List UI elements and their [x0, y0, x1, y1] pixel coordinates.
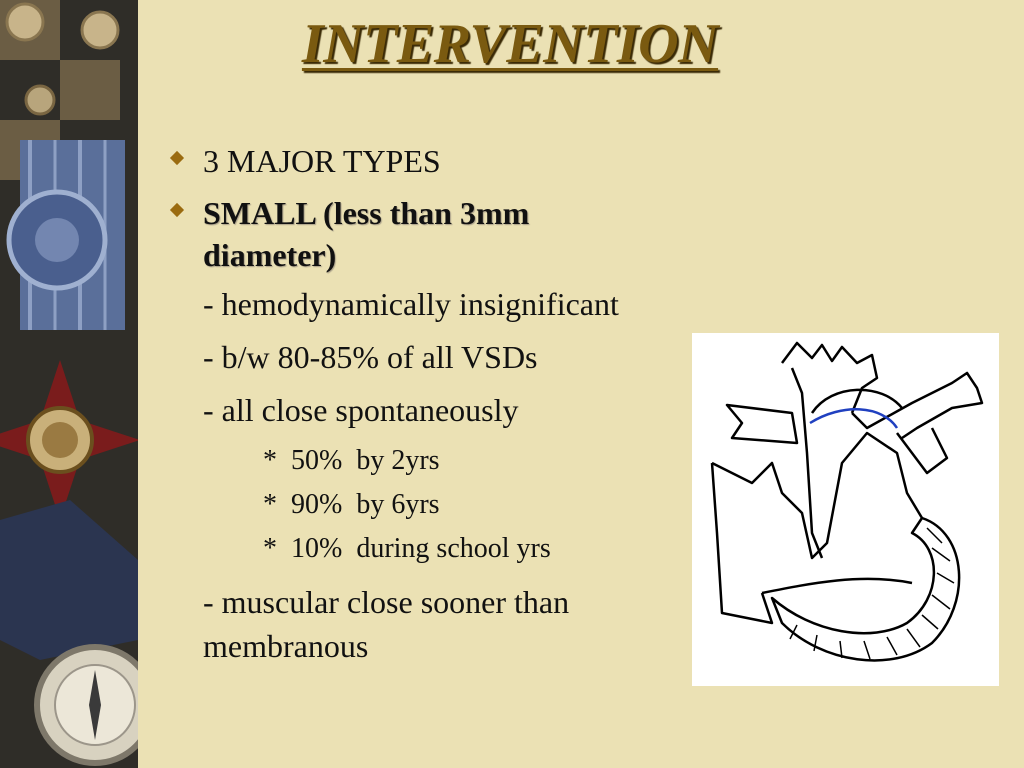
sub-point-spontaneous: - all close spontaneously: [203, 392, 519, 428]
stat-line-2yrs: * 50% by 2yrs: [263, 445, 440, 476]
heart-cross-section-diagram: [692, 333, 999, 686]
bullet-text: 3 MAJOR TYPES: [203, 143, 441, 179]
medal-strip-illustration: [0, 0, 138, 768]
diamond-bullet-icon: [170, 151, 184, 165]
heart-diagram: [692, 333, 999, 686]
stat-line-school: * 10% during school yrs: [263, 533, 551, 564]
bullet-text: SMALL (less than 3mm diameter): [203, 195, 530, 273]
diamond-bullet-icon: [170, 203, 184, 217]
slide-content: [168, 140, 668, 668]
bullet-item-major-types: [168, 140, 668, 182]
bullet-item-small: [168, 192, 668, 276]
decorative-side-strip: [0, 0, 138, 768]
sub-point-hemodynamic: - hemodynamically insignificant: [203, 286, 619, 322]
stat-line-6yrs: * 90% by 6yrs: [263, 489, 440, 520]
slide-title: INTERVENTION: [301, 13, 719, 75]
sub-point-muscular: - muscular close sooner than membranous: [203, 584, 570, 664]
sub-point-percentage: - b/w 80-85% of all VSDs: [203, 339, 538, 375]
